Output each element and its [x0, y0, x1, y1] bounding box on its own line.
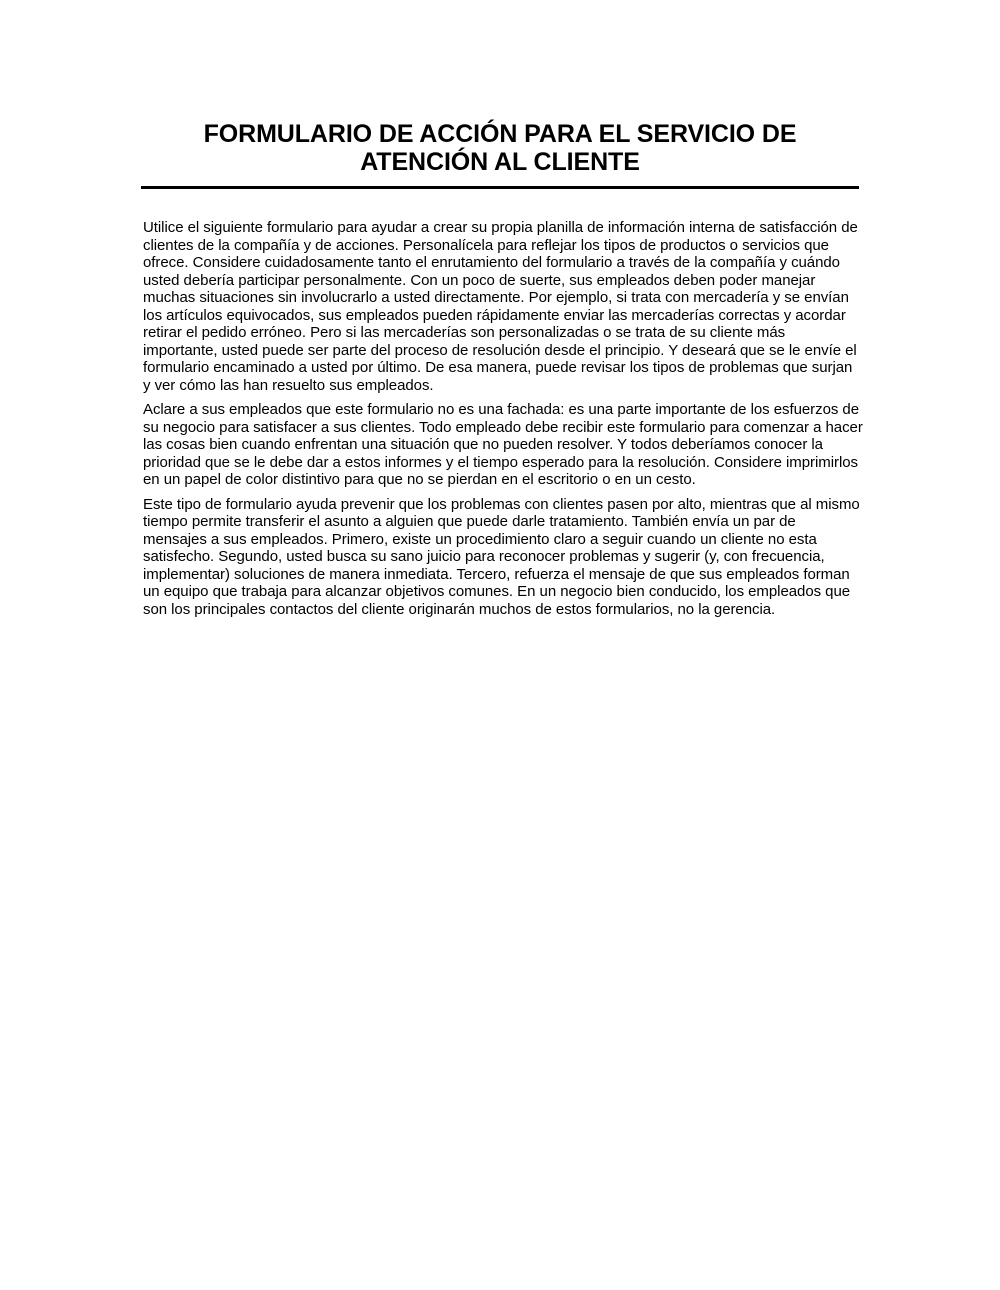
paragraph-clarify: Aclare a sus empleados que este formulario no es una fachada: es una parte importante de los esfuerzos de su negocio para satisfacer a sus clientes. Todo empleado debe recibir este formulario para comenzar a hacer las cosas bien cuando enfrentan una situación que no pueden resolver. Y todos deberíamos conocer la prioridad que se le debe dar a estos informes y el tiempo esperado para la resolución. Considere imprimirlos en un papel de color distintivo para que no se pierdan en el escritorio o en un cesto. [143, 401, 863, 488]
title-line-2: ATENCIÓN AL CLIENTE [360, 148, 640, 176]
paragraph-intro: Utilice el siguiente formulario para ayudar a crear su propia planilla de información interna de satisfacción de clientes de la compañía y de acciones. Personalícela para reflejar los tipos de productos o servicios que ofrece. Considere cuidadosamente tanto el enrutamiento del formulario a través de la compañía y cuándo usted debería participar personalmente. Con un poco de suerte, sus empleados deben poder manejar muchas situaciones sin involucrarlo a usted directamente. Por ejemplo, si trata con mercadería y se envían los artículos equivocados, sus empleados pueden rápidamente enviar las mercaderías correctas y acordar retirar el pedido erróneo. Pero si las mercaderías son personalizadas o se trata de su cliente más importante, usted puede ser parte del proceso de resolución desde el principio. Y deseará que se le envíe el formulario encaminado a usted por último. De esa manera, puede revisar los tipos de problemas que surjan y ver cómo las han resuelto sus empleados. [143, 219, 858, 394]
title-line-1: FORMULARIO DE ACCIÓN PARA EL SERVICIO DE [203, 120, 797, 148]
paragraph-benefits: Este tipo de formulario ayuda prevenir que los problemas con clientes pasen por alto, mientras que al mismo tiempo permite transferir el asunto a alguien que puede darle tratamiento. También envía un par de mensajes a sus empleados. Primero, existe un procedimiento claro a seguir cuando un cliente no esta satisfecho. Segundo, usted busca su sano juicio para reconocer problemas y sugerir (y, con frecuencia, implementar) soluciones de manera inmediata. Tercero, refuerza el mensaje de que sus empleados forman un equipo que trabaja para alcanzar objetivos comunes. En un negocio bien conducido, los empleados que son los principales contactos del cliente originarán muchos de estos formularios, no la gerencia. [143, 495, 860, 618]
title-divider [141, 186, 859, 189]
document-body [143, 219, 863, 625]
document-title [141, 120, 859, 176]
